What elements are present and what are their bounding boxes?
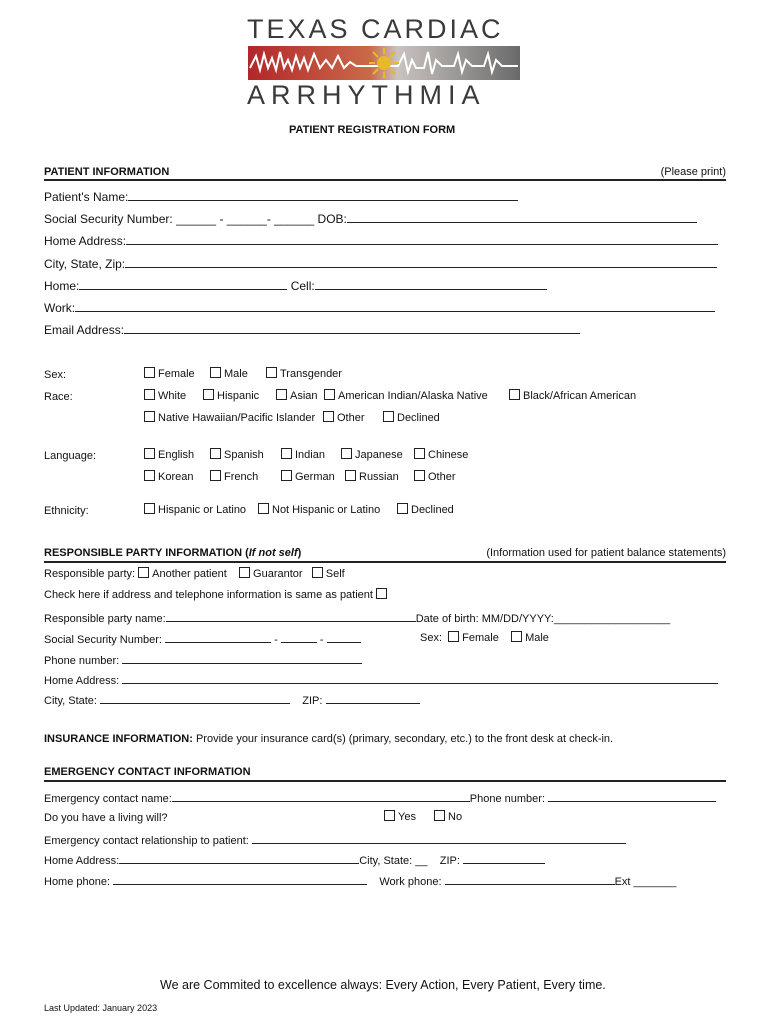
checkbox[interactable] — [345, 470, 356, 481]
sex-option-transgender[interactable]: Transgender — [266, 367, 342, 380]
checkbox[interactable] — [210, 470, 221, 481]
checkbox[interactable] — [144, 411, 155, 422]
checkbox[interactable] — [312, 567, 323, 578]
checkbox[interactable] — [210, 448, 221, 459]
race-option-hawaiian[interactable]: Native Hawaiian/Pacific Islander — [144, 411, 315, 424]
party-option-another-patient[interactable]: Another patient — [138, 568, 227, 580]
work-phone-field[interactable] — [75, 300, 715, 312]
race-option-asian[interactable]: Asian — [276, 389, 318, 402]
checkbox[interactable] — [281, 470, 292, 481]
emergency-zip-field[interactable] — [463, 852, 545, 864]
home-address-row[interactable] — [44, 233, 718, 248]
dob-label: DOB: — [317, 212, 347, 226]
cell-phone-field[interactable] — [315, 278, 547, 290]
checkbox[interactable] — [144, 389, 155, 400]
responsible-party-row — [44, 567, 345, 580]
emergency-home-phone-field[interactable] — [113, 873, 367, 885]
emergency-address-field[interactable] — [119, 852, 359, 864]
responsible-ssn-field-1[interactable] — [165, 631, 271, 643]
responsible-zip-field[interactable] — [326, 692, 420, 704]
responsible-sex-label: Sex: — [420, 632, 443, 644]
work-phone-label: Work: — [44, 301, 76, 315]
form-title: PATIENT REGISTRATION FORM — [289, 124, 456, 136]
city-state-zip-label: City, State, Zip: — [44, 257, 126, 271]
work-row[interactable] — [44, 300, 715, 315]
ethnicity-option-not-hispanic[interactable]: Not Hispanic or Latino — [258, 503, 380, 516]
responsible-address-row[interactable] — [44, 672, 718, 687]
patient-name-field[interactable] — [128, 189, 518, 201]
language-option-other[interactable]: Other — [414, 470, 456, 483]
logo-title-top: TEXAS CARDIAC — [247, 14, 504, 44]
checkbox[interactable] — [434, 810, 445, 821]
race-label: Race: — [44, 391, 73, 403]
living-will-yes[interactable]: Yes — [384, 810, 416, 823]
responsible-phone-label: Phone number: — [44, 655, 120, 667]
responsible-city-label: City, State: — [44, 695, 97, 707]
emergency-phone-field[interactable] — [548, 790, 716, 802]
language-option-french[interactable]: French — [210, 470, 258, 483]
emergency-relationship-label: Emergency contact relationship to patient: — [44, 835, 249, 847]
emergency-name-field[interactable] — [172, 790, 470, 802]
email-label: Email Address: — [44, 323, 125, 337]
emergency-ext-field[interactable]: Ext _______ — [614, 876, 677, 888]
email-row[interactable] — [44, 322, 580, 337]
living-will-label: Do you have a living will? — [44, 812, 168, 824]
party-option-guarantor[interactable]: Guarantor — [239, 568, 303, 580]
section-divider — [44, 179, 726, 181]
checkbox[interactable] — [203, 389, 214, 400]
sex-label: Sex: — [44, 369, 67, 381]
email-field[interactable] — [124, 322, 580, 334]
responsible-sex-female[interactable]: Female — [448, 632, 499, 644]
checkbox[interactable] — [239, 567, 250, 578]
checkbox[interactable] — [144, 367, 155, 378]
language-option-german[interactable]: German — [281, 470, 335, 483]
responsible-phone-field[interactable] — [122, 652, 362, 664]
responsible-party-header: RESPONSIBLE PARTY INFORMATION (If not self) — [44, 547, 302, 559]
checkbox[interactable] — [397, 503, 408, 514]
section-divider — [44, 561, 726, 563]
checkbox[interactable] — [281, 448, 292, 459]
emergency-address-row[interactable] — [44, 852, 545, 867]
responsible-ssn-label: Social Security Number: — [44, 634, 162, 646]
cell-phone-label: Cell: — [290, 279, 315, 293]
last-updated: Last Updated: January 2023 — [44, 1003, 158, 1013]
checkbox[interactable] — [144, 470, 155, 481]
logo-title-bottom: ARRHYTHMIA — [247, 80, 486, 110]
responsible-party-label: Responsible party: — [44, 568, 136, 580]
emergency-city-field[interactable]: City, State: __ — [359, 855, 428, 867]
emergency-name-label: Emergency contact name: — [44, 793, 172, 805]
checkbox[interactable] — [258, 503, 269, 514]
ssn-row[interactable] — [44, 211, 697, 226]
ethnicity-option-declined[interactable]: Declined — [397, 503, 454, 516]
responsible-dob-field[interactable]: Date of birth: MM/DD/YYYY:___________________ — [415, 613, 671, 625]
checkbox[interactable] — [509, 389, 520, 400]
living-will-no[interactable]: No — [434, 810, 462, 823]
checkbox[interactable] — [384, 810, 395, 821]
emergency-relationship-row[interactable] — [44, 832, 626, 847]
section-divider — [44, 780, 726, 782]
same-as-patient-row[interactable] — [44, 588, 390, 601]
emergency-work-phone-field[interactable] — [445, 873, 615, 885]
patient-name-row[interactable] — [44, 189, 518, 204]
checkbox[interactable] — [383, 411, 394, 422]
language-label: Language: — [44, 450, 96, 462]
emergency-contact-header: EMERGENCY CONTACT INFORMATION — [44, 766, 251, 778]
responsible-sex-male[interactable]: Male — [511, 632, 549, 644]
language-option-chinese[interactable]: Chinese — [414, 448, 468, 461]
responsible-city-field[interactable] — [100, 692, 290, 704]
emergency-name-row[interactable] — [44, 790, 716, 805]
responsible-name-field[interactable] — [166, 610, 416, 622]
motto: We are Commited to excellence always: Every Action, Every Patient, Every time. — [160, 978, 606, 992]
emergency-address-label: Home Address: — [44, 855, 120, 867]
responsible-address-label: Home Address: — [44, 675, 120, 687]
same-as-patient-label: Check here if address and telephone information is same as patient — [44, 589, 373, 601]
language-option-russian[interactable]: Russian — [345, 470, 399, 483]
checkbox[interactable] — [511, 631, 522, 642]
checkbox[interactable] — [448, 631, 459, 642]
please-print-note: (Please print) — [660, 166, 726, 178]
sun-icon — [369, 48, 399, 78]
checkbox[interactable] — [341, 448, 352, 459]
emergency-phone-label: Phone number: — [469, 793, 546, 805]
home-address-field[interactable] — [126, 233, 718, 245]
responsible-zip-label: ZIP: — [302, 695, 323, 707]
checkbox[interactable] — [323, 411, 334, 422]
sex-option-male[interactable]: Male — [210, 367, 248, 380]
ethnicity-label: Ethnicity: — [44, 505, 89, 517]
checkbox[interactable] — [414, 448, 425, 459]
responsible-ssn-field-3[interactable] — [327, 631, 361, 643]
city-state-zip-field[interactable] — [125, 256, 717, 268]
race-option-hispanic[interactable]: Hispanic — [203, 389, 259, 402]
checkbox[interactable] — [138, 567, 149, 578]
dob-field[interactable] — [347, 211, 697, 223]
language-option-indian[interactable]: Indian — [281, 448, 325, 461]
ssn-field[interactable]: ______ - ______- ______ — [176, 212, 315, 226]
race-option-white[interactable]: White — [144, 389, 186, 402]
city-state-zip-row[interactable] — [44, 256, 717, 271]
insurance-info-label: INSURANCE INFORMATION: — [44, 733, 193, 745]
phone-row[interactable] — [44, 278, 547, 293]
responsible-sex-row — [420, 631, 549, 644]
checkbox[interactable] — [144, 448, 155, 459]
responsible-party-note: (Information used for patient balance statements) — [486, 547, 726, 559]
emergency-zip-label: ZIP: — [439, 855, 460, 867]
home-phone-field[interactable] — [79, 278, 287, 290]
logo-heartbeat-banner — [248, 46, 520, 80]
patient-info-header: PATIENT INFORMATION — [44, 166, 170, 178]
language-option-english[interactable]: English — [144, 448, 194, 461]
checkbox[interactable] — [266, 367, 277, 378]
race-option-american-indian[interactable]: American Indian/Alaska Native — [324, 389, 488, 402]
responsible-city-row[interactable] — [44, 692, 420, 707]
ethnicity-option-hispanic[interactable]: Hispanic or Latino — [144, 503, 246, 516]
emergency-home-phone-label: Home phone: — [44, 876, 111, 888]
patient-name-label: Patient's Name: — [44, 190, 129, 204]
checkbox[interactable] — [276, 389, 287, 400]
checkbox[interactable] — [324, 389, 335, 400]
responsible-address-field[interactable] — [122, 672, 718, 684]
responsible-name-row[interactable] — [44, 610, 670, 625]
ssn-label: Social Security Number: — [44, 212, 173, 226]
emergency-phone-row[interactable] — [44, 873, 676, 888]
race-option-declined[interactable]: Declined — [383, 411, 440, 424]
insurance-info-row — [44, 733, 613, 745]
insurance-info-text: Provide your insurance card(s) (primary, secondary, etc.) to the front desk at check-in. — [192, 733, 614, 745]
home-address-label: Home Address: — [44, 234, 127, 248]
same-as-patient-checkbox[interactable] — [376, 588, 387, 599]
responsible-phone-row[interactable] — [44, 652, 362, 667]
home-phone-label: Home: — [44, 279, 80, 293]
race-option-other[interactable]: Other — [323, 411, 365, 424]
checkbox[interactable] — [144, 503, 155, 514]
party-option-self[interactable]: Self — [312, 568, 345, 580]
emergency-relationship-field[interactable] — [252, 832, 626, 844]
sex-option-female[interactable]: Female — [144, 367, 195, 380]
language-option-spanish[interactable]: Spanish — [210, 448, 264, 461]
language-option-korean[interactable]: Korean — [144, 470, 193, 483]
emergency-work-phone-label: Work phone: — [379, 876, 442, 888]
responsible-ssn-row[interactable]: Social Security Number: - - — [44, 631, 361, 646]
language-option-japanese[interactable]: Japanese — [341, 448, 403, 461]
responsible-ssn-field-2[interactable] — [281, 631, 317, 643]
checkbox[interactable] — [210, 367, 221, 378]
race-option-black[interactable]: Black/African American — [509, 389, 636, 402]
checkbox[interactable] — [414, 470, 425, 481]
responsible-name-label: Responsible party name: — [44, 613, 166, 625]
